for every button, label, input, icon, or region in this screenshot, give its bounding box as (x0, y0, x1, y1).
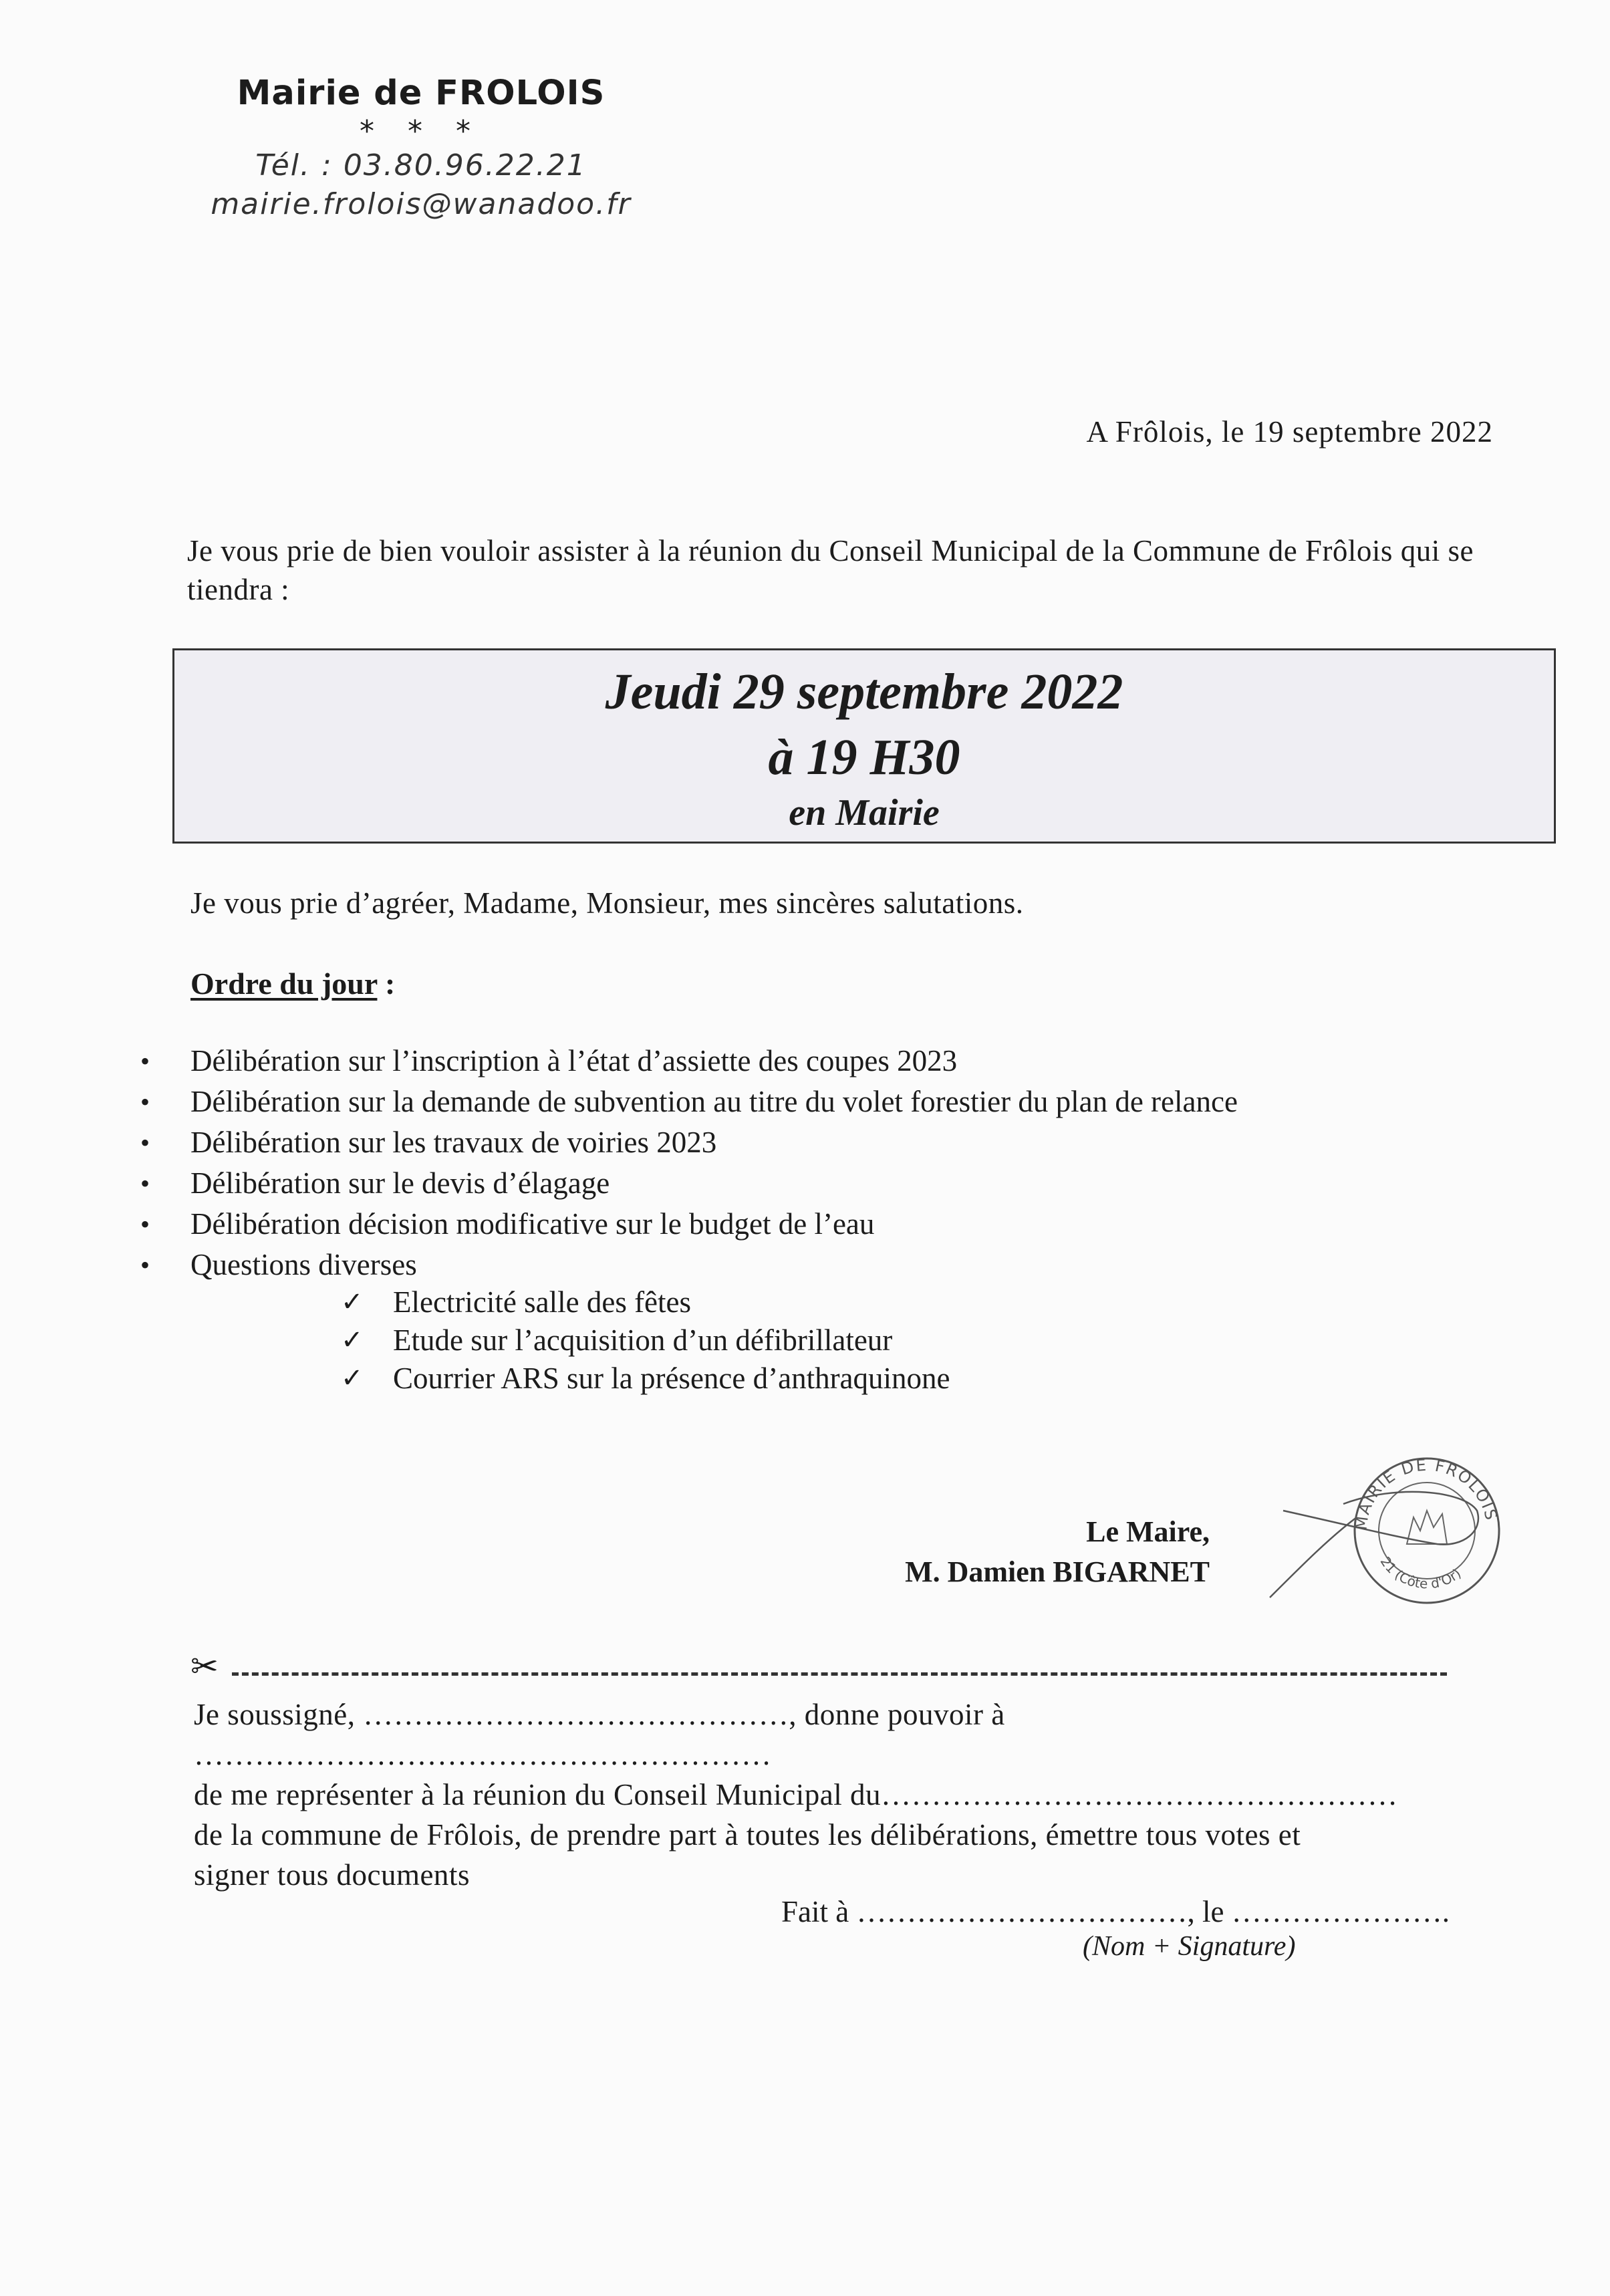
agenda-title-colon: : (377, 967, 396, 1001)
meeting-day: Jeudi 29 septembre 2022 (605, 664, 1123, 720)
proxy-line: de me représenter à la réunion du Conseil Municipal du…………………………………………… (194, 1778, 1398, 1811)
agenda-title (190, 966, 395, 1001)
agenda-subitem-text: Electricité salle des fêtes (393, 1285, 692, 1319)
meeting-box (172, 648, 1556, 844)
checkmark-icon: ✓ (341, 1287, 364, 1317)
agenda-item-text: Délibération sur les travaux de voiries 2023 (190, 1126, 717, 1159)
proxy-line: signer tous documents (194, 1858, 470, 1892)
seal-bottom-text: 21 (Côte d'Or) (1377, 1553, 1464, 1592)
email-address: mairie.frolois@wanadoo.fr (211, 187, 632, 221)
mayor-title: Le Maire, (1086, 1515, 1210, 1548)
meeting-place: en Mairie (789, 792, 940, 834)
agenda-subitem-text: Etude sur l’acquisition d’un défibrillateur (393, 1323, 893, 1357)
bullet-icon: • (140, 1168, 150, 1198)
dashed-divider (232, 1672, 1447, 1676)
phone-number: Tél. : 03.80.96.22.21 (255, 148, 587, 182)
scissors-icon: ✂ (190, 1647, 219, 1686)
bullet-icon: • (140, 1209, 150, 1239)
agenda-item-text: Délibération décision modificative sur le budget de l’eau (190, 1207, 875, 1241)
agenda-subitem (341, 1283, 950, 1321)
seal-top-text: MAIRIE DE FROLOIS (1351, 1455, 1501, 1531)
header-stars: * * * (360, 114, 483, 148)
agenda-item-text: Questions diverses (190, 1248, 417, 1281)
agenda-item (140, 1081, 1477, 1122)
proxy-line: de la commune de Frôlois, de prendre part à toutes les délibérations, émettre tous votes et (194, 1818, 1301, 1852)
seal-icon (1263, 1444, 1544, 1618)
agenda-title-text: Ordre du jour (190, 967, 378, 1001)
mayor-name: M. Damien BIGARNET (905, 1555, 1210, 1588)
letterhead (154, 70, 688, 224)
agenda-item-text: Délibération sur la demande de subvention au titre du volet forestier du plan de relance (190, 1085, 1238, 1118)
mayor-signature-block (896, 1512, 1210, 1592)
intro-paragraph: Je vous prie de bien vouloir assister à la réunion du Conseil Municipal de la Commune de Frôlois qui se tiendra : (187, 534, 1474, 606)
agenda-item (140, 1163, 1477, 1204)
town-seal-stamp (1263, 1444, 1544, 1621)
checkmark-icon: ✓ (341, 1363, 364, 1394)
bullet-icon: • (140, 1046, 150, 1076)
cut-here-line (190, 1647, 1447, 1692)
proxy-line: Je soussigné, ……………………………………, donne pouvoir à ………………………………………………… (194, 1698, 1005, 1771)
agenda-subitem (341, 1321, 950, 1360)
agenda-subitems (341, 1283, 950, 1398)
proxy-form (194, 1694, 1497, 1895)
agenda-item (140, 1122, 1477, 1163)
agenda-subitem (341, 1360, 950, 1398)
agenda-item (140, 1245, 1477, 1285)
checkmark-icon: ✓ (341, 1325, 364, 1356)
agenda-list (140, 1041, 1477, 1285)
agenda-item (140, 1041, 1477, 1081)
agenda-item-text: Délibération sur le devis d’élagage (190, 1166, 610, 1200)
bullet-icon: • (140, 1250, 150, 1280)
salutation: Je vous prie d’agréer, Madame, Monsieur, mes sincères salutations. (190, 886, 1024, 920)
bullet-icon: • (140, 1087, 150, 1117)
agenda-item (140, 1204, 1477, 1245)
meeting-time: à 19 H30 (768, 729, 960, 785)
mairie-name: Mairie de FROLOIS (237, 74, 606, 113)
agenda-item-text: Délibération sur l’inscription à l’état d’assiette des coupes 2023 (190, 1044, 958, 1077)
fait-a-line: Fait à ……………………………, le …………………. (781, 1895, 1450, 1928)
svg-text:21 (Côte d'Or) (1377, 1554, 1464, 1592)
name-signature-caption: (Nom + Signature) (1083, 1931, 1296, 1962)
date-line: A Frôlois, le 19 septembre 2022 (1086, 415, 1493, 449)
agenda-subitem-text: Courrier ARS sur la présence d’anthraquinone (393, 1362, 950, 1395)
bullet-icon: • (140, 1128, 150, 1158)
